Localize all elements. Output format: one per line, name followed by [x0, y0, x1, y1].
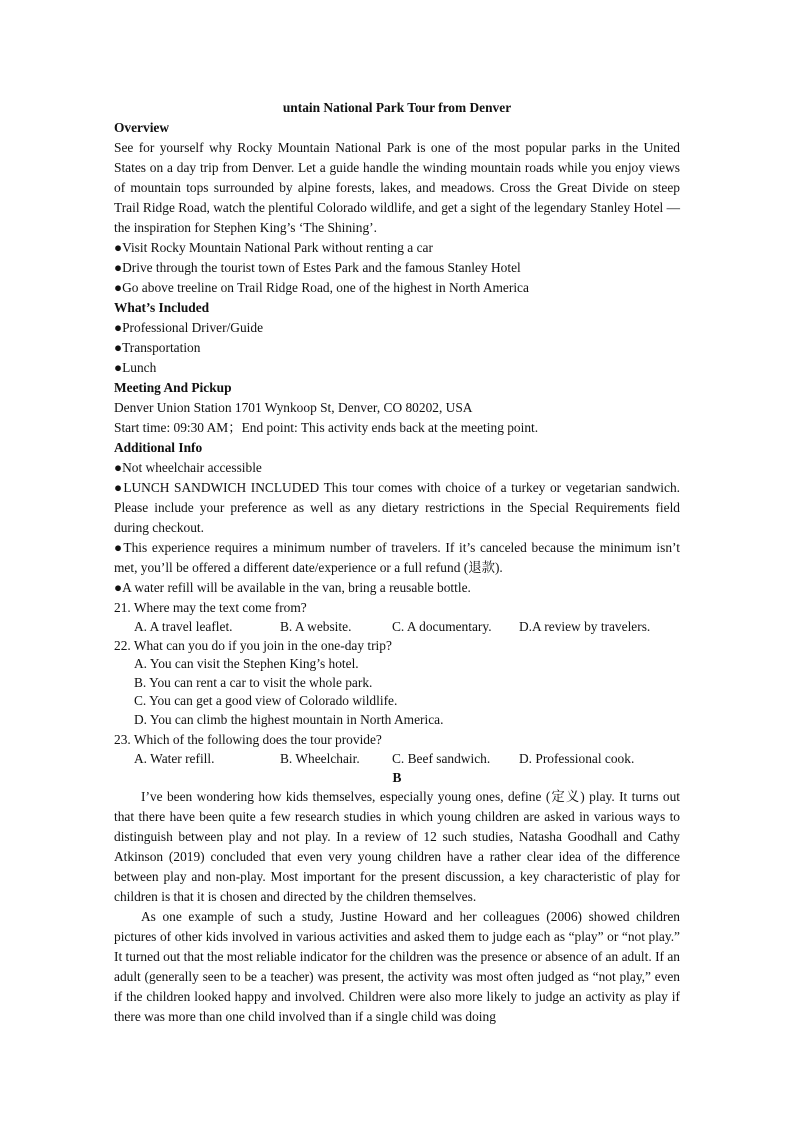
question-23-options — [114, 749, 680, 768]
option-b: B. You can rent a car to visit the whole park. — [134, 674, 373, 690]
meeting-time: Start time: 09:30 AM；End point: This activity ends back at the meeting point. — [114, 420, 539, 435]
option-a: A. A travel leaflet. — [134, 619, 233, 634]
question-21-stem: 21. Where may the text come from? — [114, 600, 307, 615]
option-a: A. You can visit the Stephen King’s hotel. — [134, 656, 359, 671]
question-22-stem: 22. What can you do if you join in the one-day trip? — [114, 638, 392, 653]
option-c: C. A documentary. — [392, 619, 492, 634]
included-item: ●Professional Driver/Guide — [114, 320, 264, 335]
overview-heading: Overview — [114, 120, 170, 135]
option-b: B. A website. — [280, 619, 352, 634]
document-page — [114, 98, 680, 1027]
included-heading: What’s Included — [114, 300, 210, 315]
additional-info-item: ●This experience requires a minimum number of travelers. If it’s canceled because the minimum isn’t met, you’ll be offered a different date/experience or a full refund (退款). — [114, 540, 680, 575]
option-d: D. Professional cook. — [519, 750, 635, 766]
passage-b-paragraph-2: As one example of such a study, Justine Howard and her colleagues (2006) showed children pictures of other kids involved in various activities and asked them to judge each as “play” or “not play.” It turned out that the most reliable indicator for the children was the presence or absence of an adult. If an adult (generally seen to be a teacher) was present, the activity was most often judged as “not play,” even if the children looked happy and involved. Children were also more likely to judge an activity as play if there was more than one child involved than if a single child was doing — [114, 908, 680, 1024]
option-b: B. Wheelchair. — [280, 750, 360, 766]
option-d: D.A review by travelers. — [519, 619, 651, 634]
option-a: A. Water refill. — [134, 750, 215, 766]
passage-b-paragraph-1: I’ve been wondering how kids themselves, especially young ones, define (定义) play. It turns out that there have been quite a few research studies in which young children are asked in various ways to distinguish between play and not play. In a review of 12 such studies, Natasha Goodhall and Cathy Atkinson (2019) concluded that even very young children have a rather clear idea of the difference between play and non-play. Most important for the present discussion, a key characteristic of play for children is that it is chosen and directed by the children themselves. — [114, 788, 680, 904]
option-c: C. Beef sandwich. — [392, 750, 491, 766]
overview-text: See for yourself why Rocky Mountain National Park is one of the most popular parks in the United States on a day trip from Denver. Let a guide handle the winding mountain roads while you enjoy views of mountain tops surrounded by alpine forests, lakes, and meadows. Cross the Great Divide on steep Trail Ridge Road, watch the plentiful Colorado wildlife, and get a sight of the legendary Stanley Hotel — the inspiration for Stephen King’s ‘The Shining’. — [114, 140, 680, 235]
included-item: ●Transportation — [114, 340, 201, 355]
additional-info-item: ●A water refill will be available in the van, bring a reusable bottle. — [114, 580, 471, 595]
option-d: D. You can climb the highest mountain in North America. — [134, 712, 444, 728]
included-item: ●Lunch — [114, 360, 157, 375]
question-23-stem: 23. Which of the following does the tour provide? — [114, 731, 382, 747]
additional-info-heading: Additional Info — [114, 440, 203, 455]
additional-info-item: ●Not wheelchair accessible — [114, 460, 262, 475]
option-c: C. You can get a good view of Colorado wildlife. — [134, 693, 398, 709]
additional-info-item: ●LUNCH SANDWICH INCLUDED This tour comes with choice of a turkey or vegetarian sandwich. Please include your preference as well as any dietary restrictions in the Special Requirements field during checkout. — [114, 480, 680, 535]
question-21-options — [114, 617, 680, 636]
section-b-label: B — [392, 769, 402, 785]
meeting-address: Denver Union Station 1701 Wynkoop St, Denver, CO 80202, USA — [114, 400, 473, 415]
overview-bullet: ●Go above treeline on Trail Ridge Road, one of the highest in North America — [114, 280, 529, 295]
overview-bullet: ●Visit Rocky Mountain National Park without renting a car — [114, 240, 433, 255]
page-title: untain National Park Tour from Denver — [282, 100, 512, 115]
overview-bullet: ●Drive through the tourist town of Estes Park and the famous Stanley Hotel — [114, 260, 521, 275]
meeting-heading: Meeting And Pickup — [114, 380, 232, 395]
